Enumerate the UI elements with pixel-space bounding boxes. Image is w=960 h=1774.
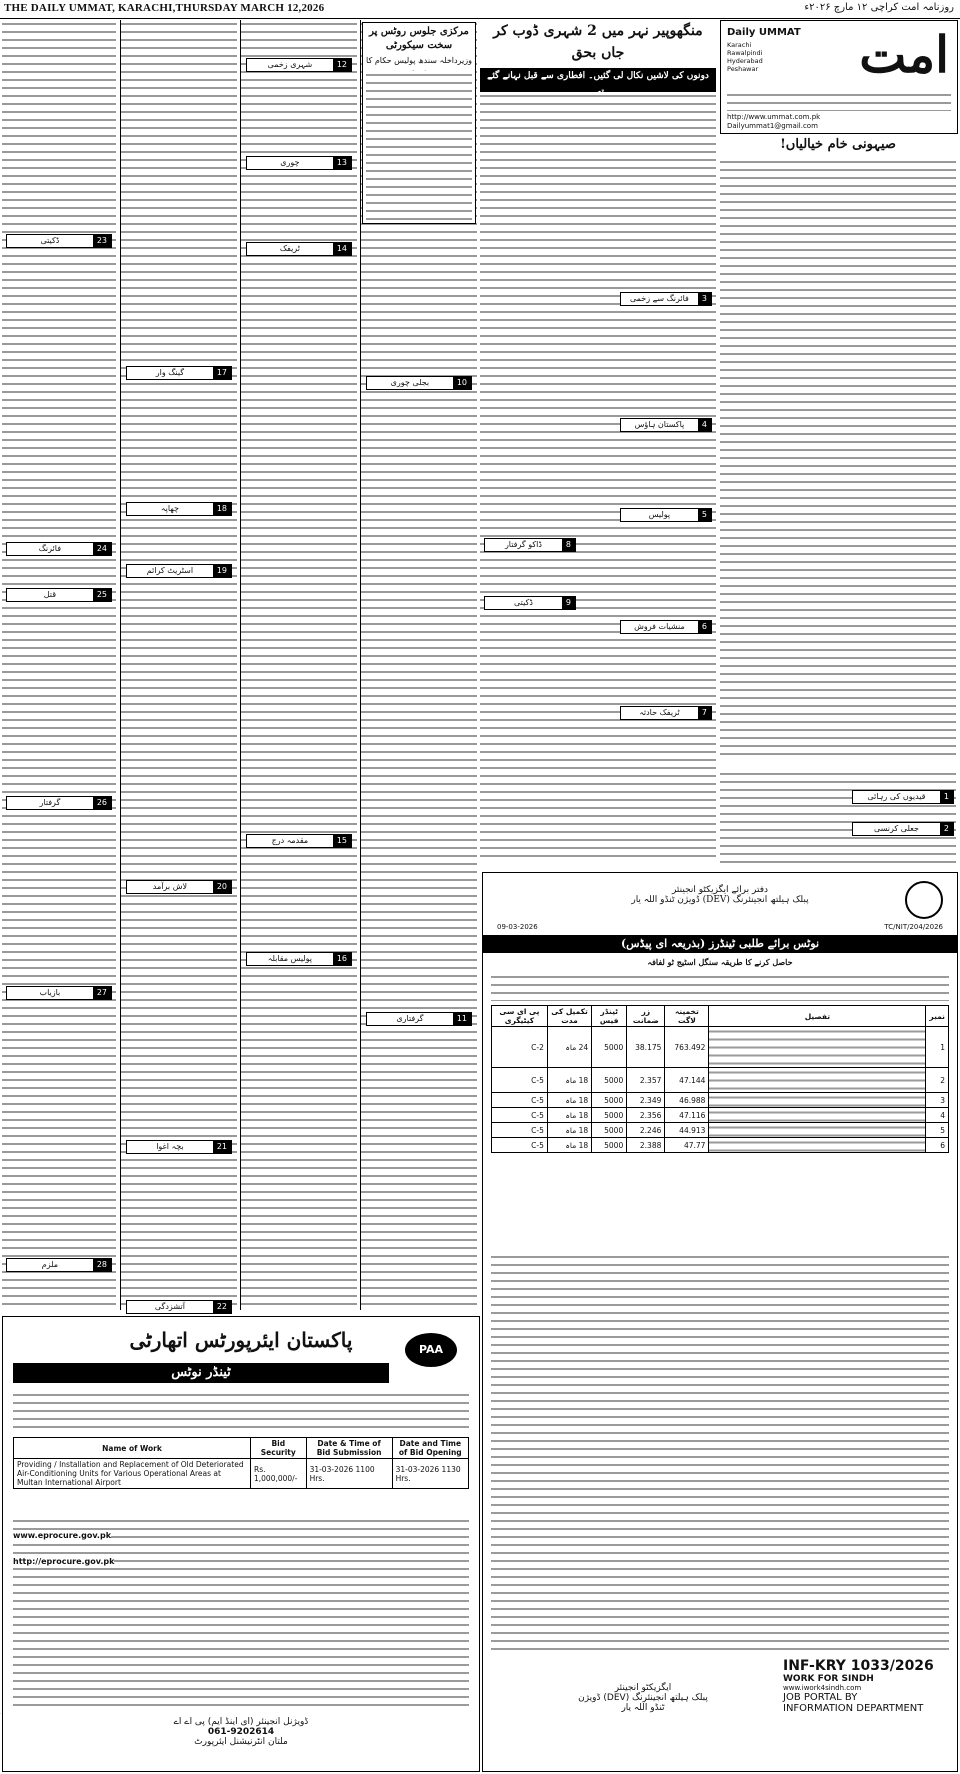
news-chip: 22 آتشزدگی <box>126 1300 232 1314</box>
cell: C-5 <box>492 1138 548 1153</box>
news-chip: 27 بازیاب <box>6 986 112 1000</box>
city: Rawalpindi <box>727 49 763 57</box>
cell: 5 <box>926 1123 949 1138</box>
news-chip: 20 لاش برآمد <box>126 880 232 894</box>
news-chip: 24 فائرنگ <box>6 542 112 556</box>
paper-logo: امت <box>859 25 949 84</box>
tender-intro <box>491 973 949 1001</box>
cell: 24 ماہ <box>547 1027 591 1068</box>
work-for-sindh-logo <box>783 1658 943 1714</box>
cell: 763.492 <box>665 1027 709 1068</box>
tender-col-header: تکمیل کی مدت <box>547 1006 591 1027</box>
tender-col-header: ٹینڈر فیس <box>592 1006 627 1027</box>
tender-department: دفتر برائے ایگزیکٹو انجینئر <box>671 885 769 895</box>
boxed-story-body <box>366 71 472 220</box>
cell: 5000 <box>592 1123 627 1138</box>
portal-line-2: INFORMATION DEPARTMENT <box>783 1703 924 1714</box>
cell: 5000 <box>592 1027 627 1068</box>
logo-block <box>720 20 958 134</box>
table-row <box>492 1068 949 1093</box>
city: Hyderabad <box>727 57 763 65</box>
news-chip: 13 چوری <box>246 156 352 170</box>
sindh-seal-icon <box>905 881 943 919</box>
paa-col-header: Date & Time of Bid Submission <box>306 1438 392 1459</box>
cell: 38.175 <box>627 1027 665 1068</box>
city: Peshawar <box>727 65 759 73</box>
paa-intro <box>13 1391 469 1431</box>
cell: 18 ماہ <box>547 1093 591 1108</box>
boxed-story-title: مرکزی جلوس روٹس پر سخت سیکورٹی <box>369 26 469 51</box>
cell-desc <box>709 1027 926 1068</box>
paa-table <box>13 1437 469 1489</box>
cell: 18 ماہ <box>547 1123 591 1138</box>
paper-email: Dailyummat1@gmail.com <box>727 122 818 130</box>
cell: 2.356 <box>627 1108 665 1123</box>
cell: C-5 <box>492 1093 548 1108</box>
tender-table-header <box>492 1006 949 1027</box>
tender-col-header: تخمینہ لاگت <box>665 1006 709 1027</box>
paa-ad <box>2 1316 480 1772</box>
signature-dept: پبلک ہیلتھ انجینئرنگ (DEV) ڈویژن <box>578 1693 708 1703</box>
news-chip: 26 گرفتار <box>6 796 112 810</box>
editorial <box>720 136 956 756</box>
cell: C-5 <box>492 1123 548 1138</box>
cell: 6 <box>926 1138 949 1153</box>
news-chip: 14 ٹریفک <box>246 242 352 256</box>
masthead <box>0 0 960 19</box>
news-chip: 23 ڈکیتی <box>6 234 112 248</box>
cell: 18 ماہ <box>547 1108 591 1123</box>
paa-title: پاکستان ایئرپورٹس اتھارٹی <box>129 1328 353 1352</box>
news-chip: 5 پولیس <box>620 508 712 522</box>
lead-story <box>480 20 716 88</box>
table-row <box>492 1123 949 1138</box>
cell: 47.116 <box>665 1108 709 1123</box>
news-chip: 17 گینگ وار <box>126 366 232 380</box>
tender-ref-right: TC/NIT/204/2026 <box>884 923 943 931</box>
paper-web: http://www.ummat.com.pk <box>727 113 821 121</box>
news-chip: 18 چھاپہ <box>126 502 232 516</box>
paper-name: Daily UMMAT <box>727 27 801 38</box>
cell-desc <box>709 1068 926 1093</box>
tender-col-header: زر ضمانت <box>627 1006 665 1027</box>
paa-contact-place: ملتان انٹرنیشنل ایئرپورٹ <box>194 1737 288 1747</box>
lead-headline: منگھوپیر نہر میں 2 شہری ڈوب کر جاں بحق <box>493 23 703 61</box>
news-chip: 16 پولیس مقابلہ <box>246 952 352 966</box>
news-chip: 2 جعلی کرنسی <box>852 822 954 836</box>
news-chip: 19 اسٹریٹ کرائم <box>126 564 232 578</box>
cell: 2.357 <box>627 1068 665 1093</box>
lead-body <box>480 92 716 862</box>
paa-col-header: Name of Work <box>14 1438 251 1459</box>
paa-opening: 31-03-2026 1130 Hrs. <box>392 1459 468 1489</box>
column-text <box>2 20 116 1310</box>
lead-subhead: دونوں کی لاشیں نکال لی گئیں۔ افطاری سے قبل نہانے گئے <box>480 68 716 100</box>
cell: 5000 <box>592 1138 627 1153</box>
paa-logo-text: PAA <box>418 1343 444 1356</box>
table-row <box>492 1108 949 1123</box>
paa-pid <box>0 1702 2 1751</box>
paa-work: Providing / Installation and Replacement of Old Deteriorated Air-Conditioning Units for Various Operational Areas at Multan International Airport <box>14 1459 251 1489</box>
paa-site-1: www.eprocure.gov.pk <box>13 1531 112 1540</box>
news-chip: 4 پاکستان ہاؤس <box>620 418 712 432</box>
paa-bid-security: Rs. 1,000,000/- <box>251 1459 307 1489</box>
news-chip: 8 ڈاکو گرفتار <box>484 538 576 552</box>
tender-col-header: نمبر <box>926 1006 949 1027</box>
cell: 2.246 <box>627 1123 665 1138</box>
tender-sub-banner: حاصل کرنے کا طریقہ سنگل اسٹیج ٹو لفافہ <box>647 957 793 967</box>
editorial-body <box>720 158 956 756</box>
paa-logo-icon <box>405 1333 457 1367</box>
cell: C-2 <box>492 1027 548 1068</box>
cell: 5000 <box>592 1108 627 1123</box>
cell: 47.144 <box>665 1068 709 1093</box>
boxed-story <box>362 22 476 224</box>
cell: 5000 <box>592 1068 627 1093</box>
tender-col-header: تفصیل <box>709 1006 926 1027</box>
tender-notice <box>482 872 958 1772</box>
cell: 2 <box>926 1068 949 1093</box>
news-chip: 6 منشیات فروش <box>620 620 712 634</box>
table-row <box>492 1027 949 1068</box>
paa-submission: 31-03-2026 1100 Hrs. <box>306 1459 392 1489</box>
cell: C-5 <box>492 1068 548 1093</box>
news-chip: 21 بچہ اغوا <box>126 1140 232 1154</box>
news-chip: 11 گرفتاری <box>366 1012 472 1026</box>
paa-site-2: http://eprocure.gov.pk <box>13 1557 115 1566</box>
tender-terms <box>491 1253 949 1653</box>
tender-signature <box>543 1683 743 1713</box>
column-text <box>240 20 357 1310</box>
brand: WORK FOR SINDH <box>783 1674 874 1684</box>
cell: 3 <box>926 1093 949 1108</box>
cell-desc <box>709 1123 926 1138</box>
cell: 2.388 <box>627 1138 665 1153</box>
paa-contact <box>13 1717 469 1747</box>
cell-desc <box>709 1108 926 1123</box>
portal-line-1: JOB PORTAL BY <box>783 1692 858 1703</box>
tender-department-2: پبلک ہیلتھ انجینئرنگ (DEV) ڈویژن ٹنڈو اللہ یار <box>631 895 809 905</box>
tender-table <box>491 1005 949 1153</box>
signature-city: ٹنڈو اللہ یار <box>621 1703 665 1713</box>
cell: 4 <box>926 1108 949 1123</box>
paa-body <box>13 1517 469 1707</box>
tender-col-header: پی ای سی کیٹیگری <box>492 1006 548 1027</box>
news-chip: 12 شہری زخمی <box>246 58 352 72</box>
news-chip: 10 بجلی چوری <box>366 376 472 390</box>
paa-col-header: Bid Security <box>251 1438 307 1459</box>
tender-banner: نوٹس برائے طلبی ٹینڈرز (بذریعہ ای پیڈس) <box>483 935 957 953</box>
paper-details <box>727 91 951 111</box>
table-row <box>14 1459 469 1489</box>
news-chip: 1 قیدیوں کی رہائی <box>852 790 954 804</box>
news-chip: 28 ملزم <box>6 1258 112 1272</box>
cell: 46.988 <box>665 1093 709 1108</box>
cell-desc <box>709 1093 926 1108</box>
masthead-english: THE DAILY UMMAT, KARACHI,THURSDAY MARCH 12,2026 <box>4 2 325 14</box>
tender-ref-left: 09-03-2026 <box>497 923 538 931</box>
paa-table-header <box>14 1438 469 1459</box>
news-chip: 15 مقدمہ درج <box>246 834 352 848</box>
paper-cities <box>727 41 763 73</box>
paa-col-header: Date and Time of Bid Opening <box>392 1438 468 1459</box>
signature-title: ایگزیکٹو انجینئر <box>614 1683 672 1693</box>
city: Karachi <box>727 41 752 49</box>
table-row <box>492 1093 949 1108</box>
cell: C-5 <box>492 1108 548 1123</box>
cell: 47.77 <box>665 1138 709 1153</box>
column-text <box>120 20 237 1310</box>
news-chip: 9 ڈکیتی <box>484 596 576 610</box>
cell: 18 ماہ <box>547 1138 591 1153</box>
cell: 2.349 <box>627 1093 665 1108</box>
paa-phone: 061-9202614 <box>207 1727 275 1737</box>
small-news-area <box>720 770 956 868</box>
news-chip: 7 ٹریفک حادثہ <box>620 706 712 720</box>
paa-contact-title: ڈویژنل انجینئر (ای اینڈ ایم) پی اے اے <box>173 1717 309 1727</box>
brand-site: www.iwork4sindh.com <box>783 1684 862 1692</box>
cell: 5000 <box>592 1093 627 1108</box>
cell: 18 ماہ <box>547 1068 591 1093</box>
news-chip: 3 فائرنگ سے زخمی <box>620 292 712 306</box>
ad-code: INF-KRY 1033/2026 <box>783 1658 934 1674</box>
cell: 44.913 <box>665 1123 709 1138</box>
news-chip: 25 قتل <box>6 588 112 602</box>
editorial-title: صیہونی خام خیالیاں! <box>780 137 896 152</box>
boxed-story-sub: وزیرداخلہ سندھ پولیس حکام کا <box>366 56 472 65</box>
cell: 1 <box>926 1027 949 1068</box>
masthead-urdu: روزنامہ امت کراچی ۱۲ مارچ ۲۰۲۶ء <box>804 2 954 13</box>
paa-subtitle: ٹینڈر نوٹس <box>13 1363 389 1383</box>
table-row <box>492 1138 949 1153</box>
cell-desc <box>709 1138 926 1153</box>
